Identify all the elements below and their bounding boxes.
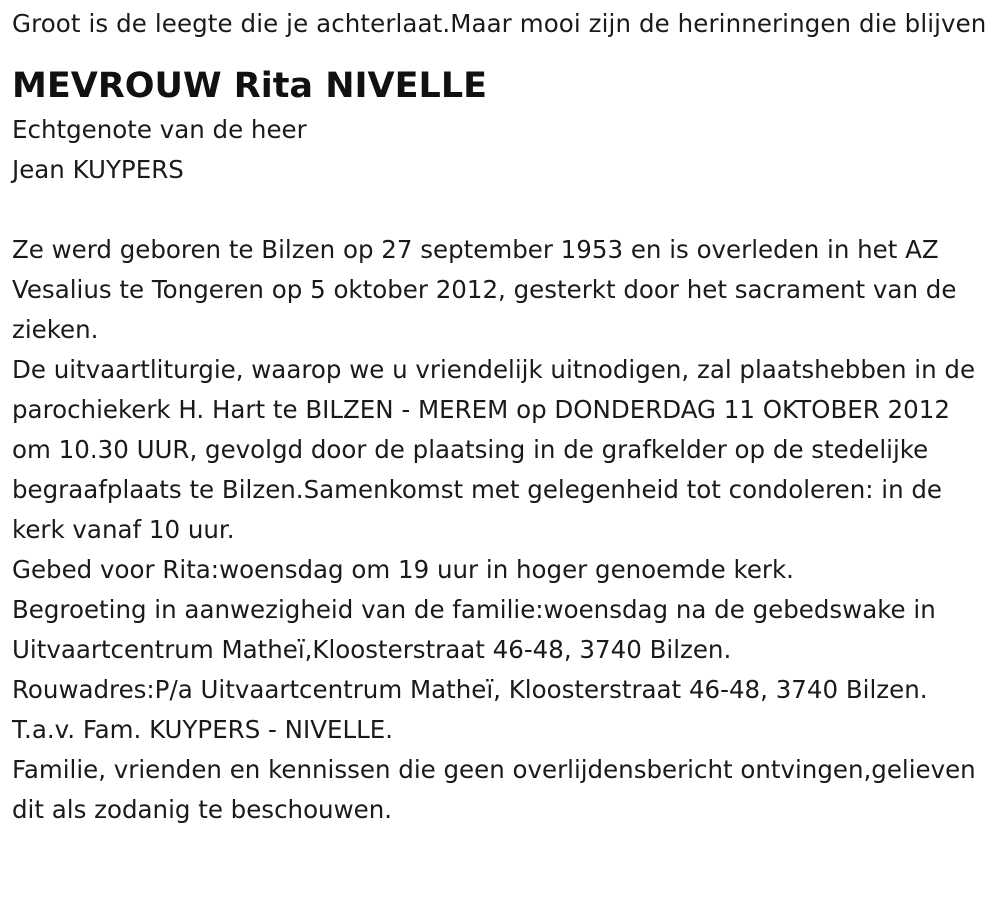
spouse-line-2: Jean KUYPERS: [12, 155, 184, 184]
notice-paragraph: Familie, vrienden en kennissen die geen overlijdensbericht ontvingen,gelieven dit als zodanig te beschouwen.: [12, 755, 976, 824]
memorial-quote: Groot is de leegte die je achterlaat.Maar mooi zijn de herinneringen die blijven: [12, 9, 987, 38]
funeral-paragraph: De uitvaartliturgie, waarop we u vriendelijk uitnodigen, zal plaatshebben in de parochiekerk H. Hart te BILZEN - MEREM op DONDERDAG 11 OKTOBER 2012 om 10.30 UUR, gevolgd door de plaatsing in de grafkelder op de stedelijke begraafplaats te Bilzen.Samenkomst met gelegenheid tot condoleren: in de kerk vanaf 10 uur.: [12, 355, 976, 544]
birth-death-paragraph: Ze werd geboren te Bilzen op 27 september 1953 en is overleden in het AZ Vesalius te Tongeren op 5 oktober 2012, gesterkt door het sacrament van de zieken.: [12, 235, 957, 344]
prayer-paragraph: Gebed voor Rita:woensdag om 19 uur in hoger genoemde kerk.: [12, 555, 794, 584]
visitation-paragraph: Begroeting in aanwezigheid van de familie:woensdag na de gebedswake in Uitvaartcentrum Matheï,Kloosterstraat 46-48, 3740 Bilzen.: [12, 595, 936, 664]
obituary-body: [12, 230, 988, 830]
spouse-line-1: Echtgenote van de heer: [12, 115, 307, 144]
deceased-name: MEVROUW Rita NIVELLE: [12, 66, 488, 106]
mourning-address-paragraph: Rouwadres:P/a Uitvaartcentrum Matheï, Kloosterstraat 46-48, 3740 Bilzen. T.a.v. Fam. KUYPERS - NIVELLE.: [12, 675, 928, 744]
